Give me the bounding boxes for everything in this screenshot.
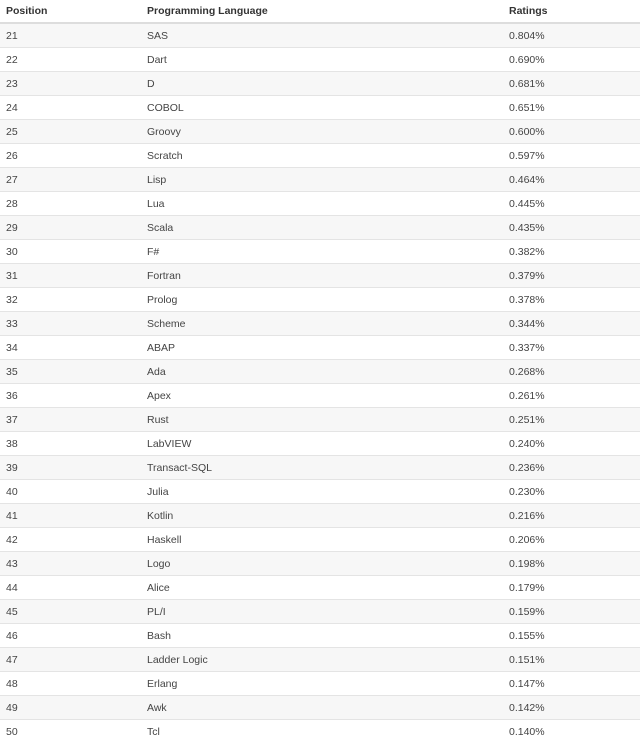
table-row [0, 192, 640, 216]
cell-position: 30 [0, 240, 141, 264]
cell-rating: 0.379% [503, 264, 640, 288]
cell-position: 28 [0, 192, 141, 216]
cell-position: 26 [0, 144, 141, 168]
table-row [0, 144, 640, 168]
cell-rating: 0.445% [503, 192, 640, 216]
cell-language: COBOL [141, 96, 503, 120]
table-row [0, 312, 640, 336]
cell-rating: 0.464% [503, 168, 640, 192]
table-row [0, 264, 640, 288]
cell-position: 38 [0, 432, 141, 456]
cell-position: 35 [0, 360, 141, 384]
table-row [0, 216, 640, 240]
cell-position: 36 [0, 384, 141, 408]
cell-position: 32 [0, 288, 141, 312]
cell-language: Ada [141, 360, 503, 384]
table-row [0, 672, 640, 696]
cell-language: LabVIEW [141, 432, 503, 456]
table-row [0, 624, 640, 648]
cell-language: ABAP [141, 336, 503, 360]
cell-position: 49 [0, 696, 141, 720]
cell-language: PL/I [141, 600, 503, 624]
cell-rating: 0.142% [503, 696, 640, 720]
cell-position: 31 [0, 264, 141, 288]
cell-rating: 0.681% [503, 72, 640, 96]
table-row [0, 288, 640, 312]
header-row [0, 0, 640, 23]
cell-rating: 0.251% [503, 408, 640, 432]
cell-position: 50 [0, 720, 141, 744]
cell-rating: 0.600% [503, 120, 640, 144]
table-row [0, 432, 640, 456]
table-row [0, 528, 640, 552]
cell-language: Lua [141, 192, 503, 216]
header-position: Position [0, 0, 141, 23]
cell-language: Ladder Logic [141, 648, 503, 672]
table-row [0, 720, 640, 744]
table-row [0, 600, 640, 624]
cell-position: 48 [0, 672, 141, 696]
table-row [0, 552, 640, 576]
table-row [0, 240, 640, 264]
cell-position: 45 [0, 600, 141, 624]
table-row [0, 648, 640, 672]
cell-rating: 0.435% [503, 216, 640, 240]
cell-language: Groovy [141, 120, 503, 144]
cell-language: Transact-SQL [141, 456, 503, 480]
cell-rating: 0.236% [503, 456, 640, 480]
table-row [0, 168, 640, 192]
cell-rating: 0.147% [503, 672, 640, 696]
cell-language: Scala [141, 216, 503, 240]
cell-language: Dart [141, 48, 503, 72]
cell-rating: 0.261% [503, 384, 640, 408]
cell-language: Rust [141, 408, 503, 432]
cell-position: 37 [0, 408, 141, 432]
cell-position: 43 [0, 552, 141, 576]
cell-language: Erlang [141, 672, 503, 696]
cell-language: F# [141, 240, 503, 264]
cell-rating: 0.198% [503, 552, 640, 576]
cell-position: 29 [0, 216, 141, 240]
cell-language: Julia [141, 480, 503, 504]
cell-position: 25 [0, 120, 141, 144]
table-row [0, 23, 640, 48]
table-body [0, 23, 640, 743]
header-language: Programming Language [141, 0, 503, 23]
cell-language: Scheme [141, 312, 503, 336]
cell-language: Awk [141, 696, 503, 720]
cell-rating: 0.382% [503, 240, 640, 264]
cell-position: 21 [0, 23, 141, 48]
cell-position: 22 [0, 48, 141, 72]
cell-rating: 0.690% [503, 48, 640, 72]
table-row [0, 576, 640, 600]
cell-rating: 0.155% [503, 624, 640, 648]
table-row [0, 48, 640, 72]
cell-position: 46 [0, 624, 141, 648]
cell-position: 42 [0, 528, 141, 552]
cell-rating: 0.651% [503, 96, 640, 120]
cell-position: 24 [0, 96, 141, 120]
cell-position: 47 [0, 648, 141, 672]
cell-rating: 0.151% [503, 648, 640, 672]
table-row [0, 120, 640, 144]
cell-language: Alice [141, 576, 503, 600]
cell-rating: 0.230% [503, 480, 640, 504]
cell-rating: 0.378% [503, 288, 640, 312]
cell-rating: 0.597% [503, 144, 640, 168]
cell-rating: 0.140% [503, 720, 640, 744]
table-row [0, 96, 640, 120]
header-ratings: Ratings [503, 0, 640, 23]
cell-rating: 0.206% [503, 528, 640, 552]
table-row [0, 456, 640, 480]
table-row [0, 72, 640, 96]
cell-language: Haskell [141, 528, 503, 552]
table-row [0, 504, 640, 528]
cell-position: 34 [0, 336, 141, 360]
table-row [0, 336, 640, 360]
cell-language: Lisp [141, 168, 503, 192]
cell-position: 33 [0, 312, 141, 336]
table-row [0, 696, 640, 720]
cell-position: 41 [0, 504, 141, 528]
cell-position: 44 [0, 576, 141, 600]
cell-language: D [141, 72, 503, 96]
cell-position: 40 [0, 480, 141, 504]
table-header [0, 0, 640, 23]
cell-language: Logo [141, 552, 503, 576]
cell-position: 39 [0, 456, 141, 480]
cell-language: SAS [141, 23, 503, 48]
cell-rating: 0.159% [503, 600, 640, 624]
cell-rating: 0.804% [503, 23, 640, 48]
cell-language: Kotlin [141, 504, 503, 528]
cell-rating: 0.344% [503, 312, 640, 336]
cell-language: Tcl [141, 720, 503, 744]
table-row [0, 408, 640, 432]
cell-rating: 0.268% [503, 360, 640, 384]
cell-position: 23 [0, 72, 141, 96]
cell-language: Bash [141, 624, 503, 648]
cell-rating: 0.179% [503, 576, 640, 600]
cell-language: Fortran [141, 264, 503, 288]
cell-language: Scratch [141, 144, 503, 168]
cell-language: Apex [141, 384, 503, 408]
table-row [0, 360, 640, 384]
cell-language: Prolog [141, 288, 503, 312]
table-row [0, 384, 640, 408]
table-row [0, 480, 640, 504]
cell-rating: 0.216% [503, 504, 640, 528]
cell-rating: 0.240% [503, 432, 640, 456]
cell-rating: 0.337% [503, 336, 640, 360]
cell-position: 27 [0, 168, 141, 192]
